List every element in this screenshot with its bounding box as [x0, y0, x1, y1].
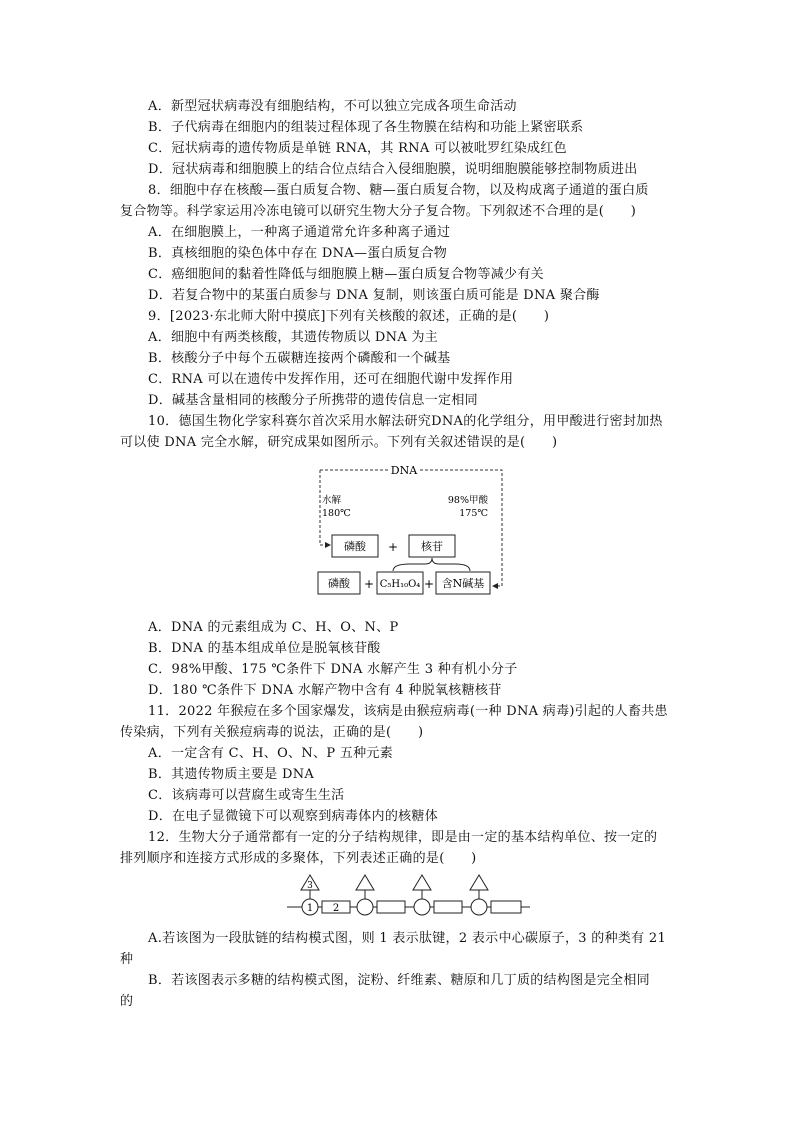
plus-sign-bottom-2: + — [423, 577, 435, 591]
q9-option-a: A．细胞中有两类核酸，其遗传物质以 DNA 为主 — [148, 330, 439, 345]
q11-stem-cont: 传染病，下列有关猴痘病毒的说法，正确的是( ) — [120, 725, 424, 740]
q8-option-b: B．真核细胞的染色体中存在 DNA—蛋白质复合物 — [148, 246, 448, 261]
q12-stem: 12．生物大分子通常都有一定的分子结构规律，即是由一定的基本结构单位、按一定的 — [148, 830, 658, 845]
q9-option-b: B．核酸分子中每个五碳糖连接两个磷酸和一个碱基 — [148, 351, 451, 366]
q9-stem: 9．[2023·东北师大附中摸底]下列有关核酸的叙述，正确的是( ) — [148, 309, 550, 324]
label-2: 2 — [332, 903, 340, 914]
q8-stem-cont: 复合物等。科学家运用冷冻电镜可以研究生物大分子复合物。下列叙述不合理的是( ) — [120, 204, 637, 219]
q12-stem-cont: 排列顺序和连接方式形成的多聚体，下列表述正确的是( ) — [120, 851, 477, 866]
q9-option-d: D．碱基含量相同的核酸分子所携带的遗传信息一定相同 — [148, 393, 478, 408]
q12-option-a-cont: 种 — [120, 952, 134, 967]
q7-option-c: C．冠状病毒的遗传物质是单链 RNA，其 RNA 可以被吡罗红染成红色 — [148, 141, 567, 156]
q12-option-a: A.若该图为一段肽链的结构模式图，则 1 表示肽键，2 表示中心碳原子，3 的种类有 21 — [148, 931, 667, 946]
dna-hydrolysis-diagram — [300, 458, 515, 603]
hydrolysis-label: 水解 — [322, 495, 342, 506]
q11-option-d: D．在电子显微镜下可以观察到病毒体内的核糖体 — [148, 809, 439, 824]
nucleoside-label: 核苷 — [421, 540, 443, 553]
plus-sign-bottom-1: + — [363, 577, 375, 591]
label-1: 1 — [306, 903, 314, 914]
temp-180-label: 180℃ — [322, 508, 351, 519]
dna-label: DNA — [390, 464, 418, 477]
circle-unit-2 — [357, 899, 373, 915]
q11-option-c: C．该病毒可以营腐生或寄生生活 — [148, 788, 345, 803]
dashed-arrow-right — [420, 470, 502, 586]
q12-option-b-cont: 的 — [120, 994, 134, 1009]
circle-unit-4 — [471, 899, 487, 915]
q9-option-c: C．RNA 可以在遗传中发挥作用，还可在细胞代谢中发挥作用 — [148, 372, 514, 387]
q7-option-d: D．冠状病毒和细胞膜上的结合位点结合入侵细胞膜，说明细胞膜能够控制物质进出 — [148, 162, 638, 177]
q10-option-d: D．180 ℃条件下 DNA 水解产物中含有 4 种脱氧核糖核苷 — [148, 683, 502, 698]
side-group-triangle-3 — [413, 875, 431, 890]
q10-option-c: C．98%甲酸、175 ℃条件下 DNA 水解产生 3 种有机小分子 — [148, 662, 518, 677]
q11-option-b: B．其遗传物质主要是 DNA — [148, 767, 315, 782]
q11-stem: 11．2022 年猴痘在多个国家爆发，该病是由猴痘病毒(一种 DNA 病毒)引起的人畜共患 — [148, 704, 668, 719]
phosphate-label-top: 磷酸 — [344, 540, 366, 553]
q8-stem: 8．细胞中存在核酸—蛋白质复合物、糖—蛋白质复合物，以及构成离子通道的蛋白质 — [148, 183, 649, 198]
q10-stem-cont: 可以使 DNA 完全水解，研究成果如图所示。下列有关叙述错误的是( ) — [120, 435, 558, 450]
q7-option-a: A．新型冠状病毒没有细胞结构，不可以独立完成各项生命活动 — [148, 99, 517, 114]
plus-sign-top: + — [387, 540, 399, 554]
phosphate-label-bottom: 磷酸 — [328, 577, 350, 590]
side-group-triangle-2 — [356, 875, 374, 890]
q8-option-a: A．在细胞膜上，一种离子通道常允许多种离子通过 — [148, 225, 451, 240]
rect-unit-2 — [377, 901, 405, 913]
q8-option-c: C．癌细胞间的黏着性降低与细胞膜上糖—蛋白质复合物等减少有关 — [148, 267, 544, 282]
label-3: 3 — [307, 881, 313, 891]
rect-unit-4 — [491, 901, 521, 913]
base-label: 含N碱基 — [441, 577, 485, 590]
circle-unit-3 — [414, 899, 430, 915]
q8-option-d: D．若复合物中的某蛋白质参与 DNA 复制，则该蛋白质可能是 DNA 聚合酶 — [148, 288, 600, 303]
temp-175-label: 175℃ — [459, 508, 488, 519]
formic-acid-label: 98%甲酸 — [447, 495, 488, 506]
sugar-label: C₅H₁₀O₄ — [379, 579, 421, 590]
q10-stem: 10．德国生物化学家科赛尔首次采用水解法研究DNA的化学组分，用甲酸进行密封加热 — [148, 414, 663, 429]
q12-option-b: B．若该图表示多糖的结构模式图，淀粉、纤维素、糖原和几丁质的结构图是完全相同 — [148, 973, 650, 988]
side-group-triangle-4 — [470, 875, 488, 890]
brace — [393, 558, 470, 571]
polymer-chain-diagram — [285, 870, 535, 920]
q10-option-a: A．DNA 的元素组成为 C、H、O、N、P — [148, 620, 399, 635]
q11-option-a: A．一定含有 C、H、O、N、P 五种元素 — [148, 746, 394, 761]
q10-option-b: B．DNA 的基本组成单位是脱氧核苷酸 — [148, 641, 381, 656]
rect-unit-3 — [434, 901, 462, 913]
q7-option-b: B．子代病毒在细胞内的组装过程体现了各生物膜在结构和功能上紧密联系 — [148, 120, 584, 135]
